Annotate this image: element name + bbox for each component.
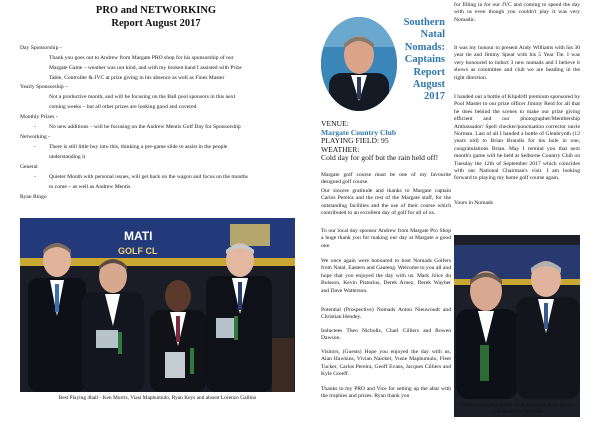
title-line: 2017 (424, 91, 445, 103)
paragraph-course: Margate golf course must be one of my favourite designed golf course. (321, 172, 451, 186)
list-dash: - (34, 124, 36, 130)
title-line: Report (413, 66, 445, 78)
title-line-2: Report August 2017 (111, 18, 201, 29)
title-line: Southern (403, 17, 445, 28)
captain-portrait-photo (321, 17, 397, 111)
playing-field: PLAYING FIELD: 95 (321, 136, 389, 146)
captains-report-title (397, 17, 445, 104)
venue-label: VENUE: (321, 119, 349, 128)
title-line: August (412, 79, 445, 91)
paragraph-jvc: for filling in for our JVC and coming to spend the day with us even though you couldn't play it was very Nomadic. (454, 2, 580, 23)
jimmy-award-illustration (454, 235, 580, 399)
group-photo-illustration (20, 218, 295, 392)
venue-block (321, 120, 451, 163)
heading-monthly-prizes: Monthly Prizes - (20, 114, 58, 120)
pro-networking-title (20, 4, 292, 30)
list-dash: - (34, 174, 36, 180)
banner-text: MATI (124, 229, 153, 243)
photo-caption-4ball: Best Playing 4ball - Ken Morris, Viasi Maphumulo, Ryan Keys and absent Lorenzo Gallino (58, 395, 257, 401)
text-line: Thank you goes out to Andrew from Margate PRO shop for his sponsorship of our (49, 55, 234, 61)
title-line: Nomads: (404, 41, 445, 53)
group-photo-4ball (20, 218, 295, 392)
paragraph-awards: I handed out a bottle of Klipdrift premium sponsored by Pool Master to our prize officer Jimmy Reid for all that he does behind the scenes to make our prize giving efficient and our photographer/Membership Ambassador/ Spell checker/punctuation corrector uncle Norman. Last of all I handed a bottle of Glenbrynth (12 years old) to Brian Brandis for his hole in one, congratulations Brian. May I remind you that next month's game will be held at Selborne Country Club on Tuesday the 12th of September 2017 which coincides with our National Chairman's visit. I am looking forward to playing my home golf course again. (454, 94, 580, 182)
banner-text-2: GOLF CL (118, 246, 158, 256)
text-line: to come – as well as Andrew Mentis (49, 184, 131, 190)
venue-name: Margate Country Club (321, 127, 397, 137)
paragraph-gratitude: Our sincere gratitude and thanks to Margate captain Carlos Pereira and the rest of the Margate staff, for the outstanding facilities and the use of their course which contributed to an excellent day of golf for all of us. (321, 188, 451, 217)
text-line: Margate Game – weather was not kind, and with my broken hand I assisted with Prize (49, 65, 242, 71)
title-line: Captains (404, 54, 445, 66)
text-line: coming weeks – but all other prizes are looking good and covered (49, 104, 197, 110)
paragraph-ties: It was my honour to present Andy Williams with his 30 year tie and Jimmy Spear with his 5 Year Tie. I was very honoured to induct 3 new nomads and I believe it shows as committee and club we are heading in the right direction. (454, 45, 580, 81)
paragraph-visitors: Visitors, (Guests) Hope you enjoyed the day with us, Alan Hawkins, Vivian Naicker, Vusie Maphumulo, Fleet Tucker, Carlos Pereira, Geoff Evans, Jacques Cilliers and Kyle Greeff. (321, 349, 451, 378)
paragraph-inductees: Inductees Theo Nicholls, Charl Cilliers and Rowen Dawson. (321, 328, 451, 342)
photo-caption-jimmy: Jimmy received a bottle of his favourite brew for his contribution to Nomads (460, 402, 574, 415)
weather-note: Cold day for golf but the rain held off! (321, 153, 439, 163)
heading-yearly-sponsorship: Yearly Sponsorship – (20, 84, 68, 90)
text-line: There is still little buy into this, thinking a pre-game slide to assist in the people (49, 144, 228, 150)
sign-off: Yours in Nomads (454, 200, 493, 206)
title-line: Natal (420, 29, 445, 41)
title-line-1: PRO and NETWORKING (95, 5, 217, 16)
heading-networking: Networking - (20, 134, 50, 140)
heading-general: General (20, 164, 38, 170)
text-line: understanding it (49, 154, 86, 160)
text-line: No new additions – will be focusing on the Andrew Mentis Golf Day for Sponsorship (49, 124, 241, 130)
text-line: Not a productive month, and will be focusing on the Ball pool sponsors in this next (49, 94, 236, 100)
captain-portrait-illustration (321, 17, 397, 111)
list-dash: - (34, 144, 36, 150)
weather-label: WEATHER: (321, 144, 360, 154)
text-line: Quieter Month with personal issues, will get back on the wagon and focus on the months (49, 174, 248, 180)
paragraph-visiting-nomads: We once again were honoured to host Nomads Golfers from Natal, Eastern and Gauteng. Welcome to you all and hope that you enjoyed the day with us. Mark Joice du Buisson, Kevin Pistorius, Derek Arnez, Derek Wayber and Dave Watterson. (321, 258, 451, 294)
text-line: Table, Controller & JVC at prize giving in his absence as well as Fines Master (49, 75, 225, 81)
author-signature: Ryan Ringo (20, 194, 47, 200)
jimmy-award-photo (454, 235, 580, 417)
heading-day-sponsorship: Day Sponsorship - (20, 45, 62, 51)
paragraph-thanks: Thanks to my PRO and Vice for setting up the altar with the trophies and prizes. Ryan thank you (321, 386, 451, 400)
paragraph-prospective: Potential (Prospective) Nomads Anton Nieuwoudt and Christian Hendey. (321, 307, 451, 321)
paragraph-day-sponsor: To our local day sponsor Andrew from Margate Pro Shop a huge thank you for making our day at Margate a good one. (321, 228, 451, 249)
